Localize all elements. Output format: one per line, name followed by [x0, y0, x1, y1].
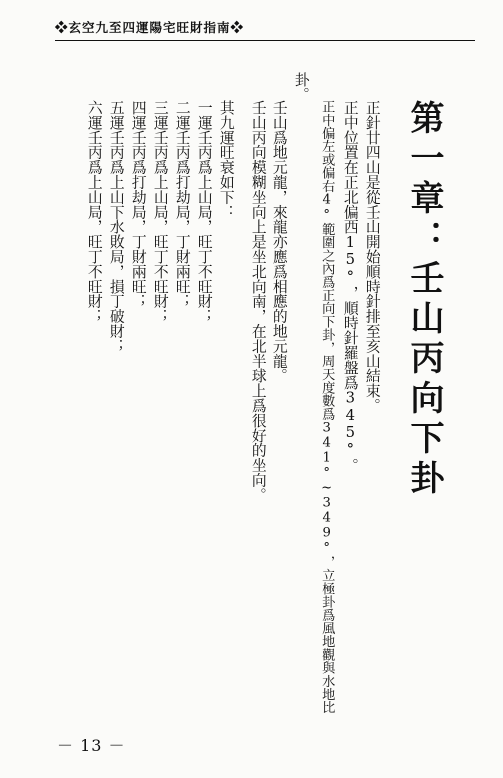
list-item: 一運壬丙爲上山局，旺丁不旺財； — [195, 100, 213, 324]
paragraph-line: 正中位置在正北偏西15°，順時針羅盤爲345°。 — [341, 100, 359, 473]
list-item: 二運壬丙爲打劫局，丁財兩旺； — [173, 100, 191, 309]
running-header: ❖玄空九至四運陽宅旺財指南❖ — [55, 20, 245, 35]
list-item: 六運壬丙爲上山局，旺丁不旺財； — [85, 100, 103, 324]
list-item: 五運壬丙爲上山下水敗局，損丁破財； — [107, 100, 125, 354]
page-number: － 13 － — [57, 736, 126, 755]
paragraph-line: 壬山丙向模糊坐向上是坐北向南，在北半球上爲很好的坐向。 — [249, 100, 267, 503]
list-item: 四運壬丙爲打劫局，丁財兩旺； — [129, 100, 147, 309]
paragraph-line: 卦。 — [292, 72, 310, 102]
chapter-title: 第一章：壬山丙向下卦 — [404, 100, 444, 500]
paragraph-line: 壬山爲地元龍，來龍亦應爲相應的地元龍。 — [270, 100, 288, 384]
paragraph-line: 正針廿四山是從壬山開始順時針排至亥山結束。 — [363, 100, 381, 413]
paragraph-line: 正中偏左或偏右4°範圍之內爲正向下卦，周天度數爲341°~349°，立極卦爲風地觀與水地比 — [319, 100, 335, 714]
header-rule — [55, 40, 475, 41]
paragraph-line: 其九運旺衰如下： — [217, 100, 235, 220]
list-item: 三運壬丙爲上山局，旺丁不旺財； — [151, 100, 169, 324]
